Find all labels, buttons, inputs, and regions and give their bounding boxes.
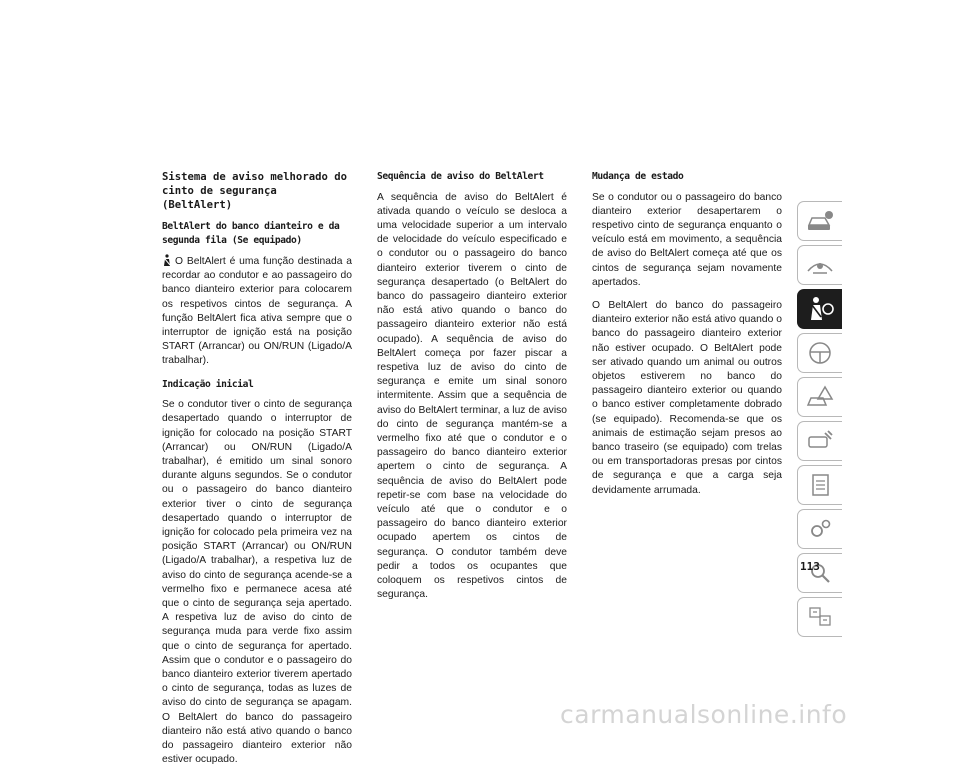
tab-warning-car[interactable] [797,377,842,417]
column-1 [162,170,352,776]
intro-paragraph [162,254,352,369]
tab-service-car[interactable] [797,421,842,461]
steering-wheel-icon [805,339,835,367]
warning-car-icon [805,383,835,411]
change-of-status-text-2: O BeltAlert do banco do passageiro dianteiro exterior não está ativo quando o banco do passageiro dianteiro exterior não estiver ocupado. O BeltAlert pode ser ativado quando um animal ou outros objetos estiverem no banco do passageiro dianteiro exterior ou quando o banco estiver completamente dobrado (se equipado). Recomenda-se que os animais de estimação sejam presos ao banco traseiro (se equipado) com trelas ou em transportadoras presas por cintos de segurança e que a carga seja devidamente arrumada. [592,299,782,496]
page-number: 113 [800,560,820,573]
subsection-title-front-seat: BeltAlert do banco dianteiro e da segunda fila (Se equipado) [162,221,340,246]
service-car-icon [805,427,835,455]
tab-car-info[interactable] [797,201,842,241]
seatbelt-airbag-icon [805,295,835,323]
seatbelt-icon [162,254,172,266]
tab-language[interactable] [797,597,842,637]
tab-settings[interactable] [797,509,842,549]
warning-sequence-title: Sequência de aviso do BeltAlert [377,171,544,182]
tab-seatbelt-airbag[interactable] [797,289,842,329]
tab-steering-wheel[interactable] [797,333,842,373]
change-of-status-text-1: Se o condutor ou o passageiro do banco dianteiro exterior desapertarem o respetivo cinto de segurança enquanto o veículo está em movimento, a sequência de aviso do BeltAlert começa até que os cintos de segurança sejam novamente apertados. [592,191,782,288]
warning-sequence-text: A sequência de aviso do BeltAlert é ativada quando o veículo se desloca a uma velocidade superior a um intervalo de velocidade do veículo especificado e o condutor ou o passageiro do banco dianteiro exterior tiverem o cinto de segurança desapertado (o BeltAlert do banco do passageiro dianteiro exterior não está ativo quando o banco do passageiro dianteiro exterior não está ocupado). A sequência de aviso do BeltAlert começa por fazer piscar a respetiva luz de aviso do cinto de segurança e emite um sinal sonoro intermitente. Assim que a sequência de aviso do BeltAlert terminar, a luz de aviso do cinto de segurança mantém-se a vermelho fixo até que o condutor e o passageiro do banco dianteiro exterior apertem o cinto de segurança. A sequência de aviso do BeltAlert pode repetir-se com base na velocidade do veículo até que o condutor e o passageiro do banco dianteiro exterior ocupado apertem os cintos de segurança. O condutor também deve pedir a todos os ocupantes que coloquem os respetivos cintos de segurança. [377,191,567,601]
change-of-status-title: Mudança de estado [592,171,684,182]
tab-search[interactable] [797,553,842,593]
column-2 [377,170,567,611]
language-icon [805,603,835,631]
chapter-tabs [797,201,843,641]
watermark: carmanualsonline.info [560,700,848,729]
tab-checklist[interactable] [797,465,842,505]
initial-indication-text: Se o condutor tiver o cinto de segurança desapertado quando o interruptor de ignição for colocado na posição START (Arrancar) ou ON/RUN (Ligado/A trabalhar), é emitido um sinal sonoro durante alguns segundos. Se o condutor ou o passageiro do banco dianteiro exterior tiver o cinto de segurança desapertado quando o interruptor de ignição for colocado pela primeira vez na posição START (Arrancar) ou ON/RUN (Ligado/A trabalhar), a respetiva luz de aviso do cinto de segurança acende-se a vermelho fixo e permanece acesa até que o cinto de segurança seja apertado. A respetiva luz de aviso do cinto de segurança muda para verde fixo assim que o cinto de segurança for apertado. Assim que o condutor e o passageiro do banco dianteiro exterior tiverem apertado o cinto de segurança, todas as luzes de aviso do cinto de segurança se apagam. O BeltAlert do banco do passageiro dianteiro não está ativo quando o banco do passageiro dianteiro exterior não estiver ocupado. [162,399,352,766]
car-info-icon [805,207,835,235]
settings-icon [805,515,835,543]
column-3 [592,170,782,507]
checklist-icon [805,471,835,499]
tab-dashboard[interactable] [797,245,842,285]
initial-indication-title: Indicação inicial [162,378,254,390]
dashboard-icon [805,251,835,279]
intro-text: O BeltAlert é uma função destinada a recordar ao condutor e ao passageiro do banco dianteiro exterior para colocarem os respetivos cintos de segurança. A função BeltAlert fica ativa sempre que o interruptor de ignição está na posição START (Arrancar) ou ON/RUN (Ligado/A trabalhar). [162,256,352,367]
section-title: Sistema de aviso melhorado do cinto de segurança (BeltAlert) [162,171,347,211]
